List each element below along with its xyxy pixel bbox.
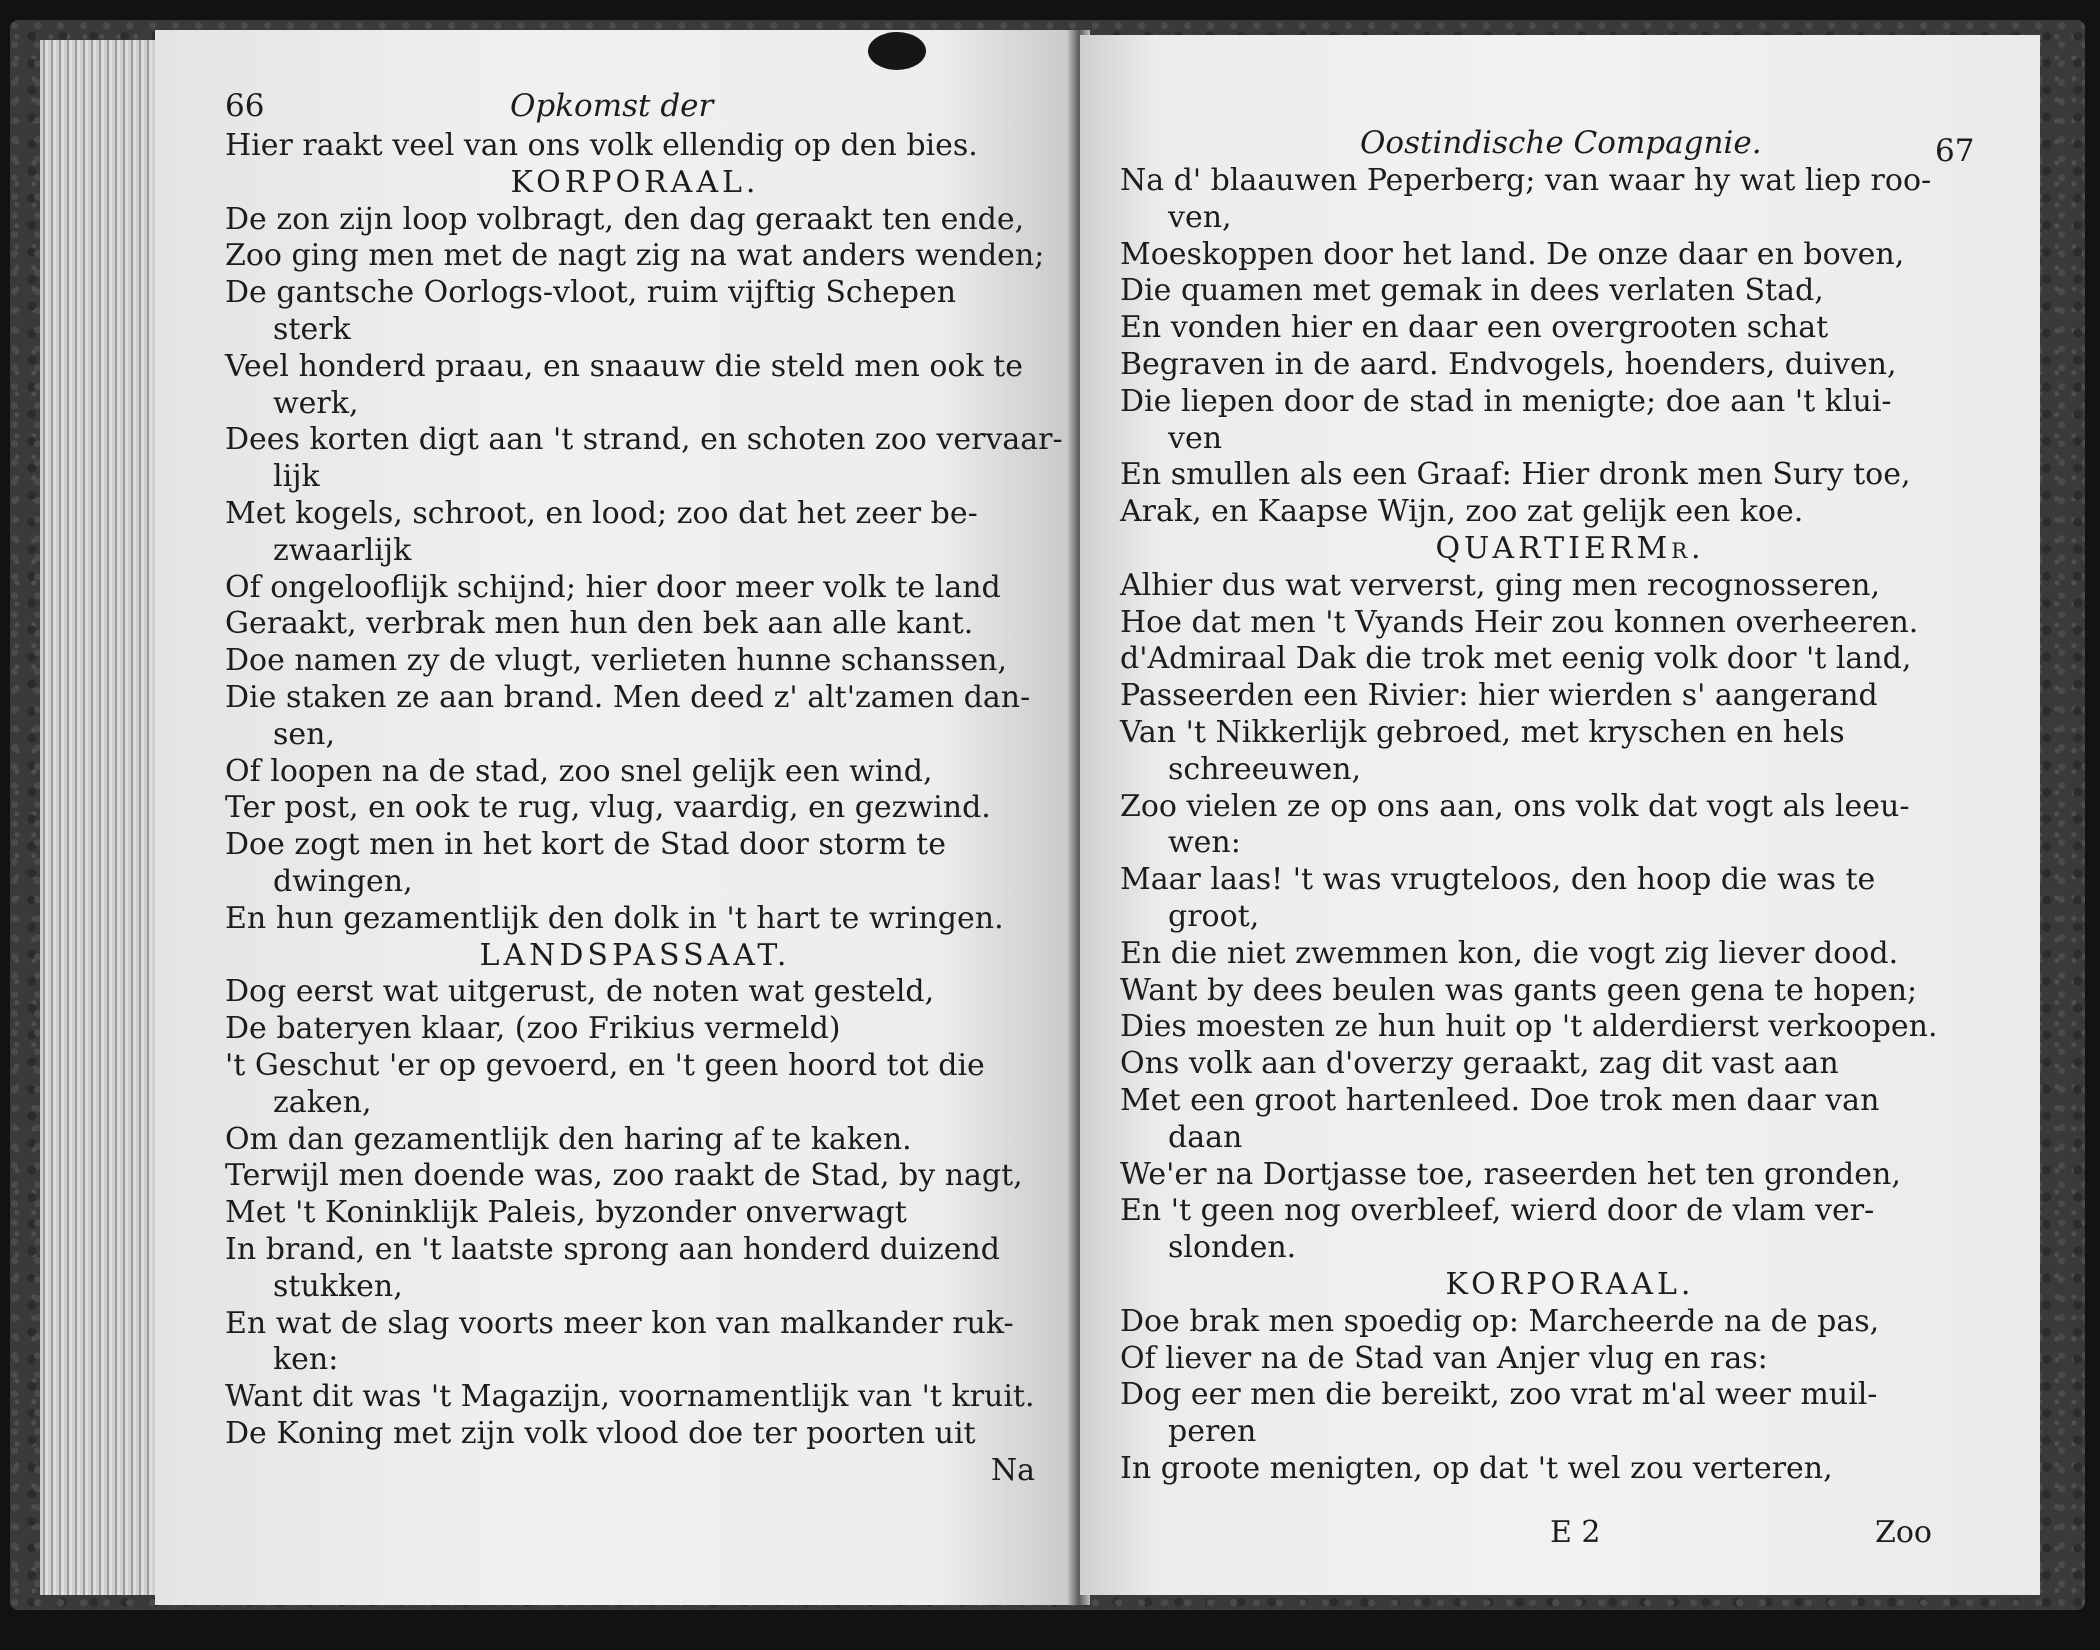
verse-line: Begraven in de aard. Endvogels, hoenders, duiven, bbox=[1120, 346, 1897, 382]
verse-line: Ter post, en ook te rug, vlug, vaardig, en gezwind. bbox=[225, 790, 991, 826]
verse-line: De bateryen klaar, (zoo Frikius vermeld) bbox=[225, 1011, 841, 1047]
verse-line: lijk bbox=[273, 459, 320, 495]
verse-line: Dog eer men die bereikt, zoo vrat m'al weer muil- bbox=[1120, 1377, 1878, 1413]
verse-line: Alhier dus wat ververst, ging men recognosseren, bbox=[1120, 567, 1880, 603]
verse-line: dwingen, bbox=[273, 863, 413, 899]
verse-line: zaken, bbox=[273, 1084, 372, 1120]
verse-line: Doe zogt men in het kort de Stad door storm te bbox=[225, 827, 946, 863]
verse-line: peren bbox=[1168, 1414, 1257, 1450]
verse-line: Dees korten digt aan 't strand, en schoten zoo vervaar- bbox=[225, 422, 1063, 458]
signature-mark: E 2 bbox=[1550, 1515, 1601, 1550]
verse-line: 't Geschut 'er op gevoerd, en 't geen hoord tot die bbox=[225, 1047, 985, 1083]
text-block bbox=[225, 128, 1063, 1489]
verse-line: schreeuwen, bbox=[1168, 751, 1361, 787]
verse-line: Geraakt, verbrak men hun den bek aan alle kant. bbox=[225, 606, 974, 642]
verse-line: daan bbox=[1168, 1119, 1243, 1155]
verse-line: Want by dees beulen was gants geen gena te hopen; bbox=[1120, 972, 1918, 1008]
page-edges bbox=[40, 40, 160, 1595]
verse-line: Passeerden een Rivier: hier wierden s' aangerand bbox=[1120, 678, 1878, 714]
verse-line: sterk bbox=[273, 311, 351, 347]
verse-line: Ons volk aan d'overzy geraakt, zag dit vast aan bbox=[1120, 1046, 1839, 1082]
page-number: 66 bbox=[225, 88, 265, 124]
catchword: Zoo bbox=[1875, 1515, 1932, 1550]
left-page bbox=[155, 30, 1075, 1605]
verse-line: Die staken ze aan brand. Men deed z' alt'zamen dan- bbox=[225, 679, 1031, 715]
verse-line: Veel honderd praau, en snaauw die steld men ook te bbox=[225, 348, 1023, 384]
verse-line: Zoo ging men met de nagt zig na wat anders wenden; bbox=[225, 238, 1045, 274]
verse-line: wen: bbox=[1168, 825, 1241, 861]
verse-line: slonden. bbox=[1168, 1230, 1297, 1266]
verse-line: En vonden hier en daar een overgrooten schat bbox=[1120, 310, 1829, 346]
verse-line: ken: bbox=[273, 1342, 339, 1378]
verse-line: Want dit was 't Magazijn, voornamentlijk van 't kruit. bbox=[225, 1379, 1035, 1415]
verse-line: Dog eerst wat uitgerust, de noten wat gesteld, bbox=[225, 974, 935, 1010]
verse-line: Terwijl men doende was, zoo raakt de Stad, by nagt, bbox=[225, 1158, 1023, 1194]
verse-line: sen, bbox=[273, 716, 336, 752]
verse-line: Doe namen zy de vlugt, verlieten hunne schanssen, bbox=[225, 643, 1008, 679]
verse-line: Hier raakt veel van ons volk ellendig op den bies. bbox=[225, 128, 978, 163]
verse-line: d'Admiraal Dak die trok met eenig volk door 't land, bbox=[1120, 641, 1912, 677]
verse-line: Met een groot hartenleed. Doe trok men daar van bbox=[1120, 1082, 1880, 1118]
verse-line: En 't geen nog overbleef, wierd door de vlam ver- bbox=[1120, 1193, 1875, 1229]
verse-line: Van 't Nikkerlijk gebroed, met kryschen en hels bbox=[1120, 714, 1845, 750]
verse-line: Met 't Koninklijk Paleis, byzonder onverwagt bbox=[225, 1195, 907, 1231]
verse-line: ven, bbox=[1168, 199, 1232, 235]
verse-line: Om dan gezamentlijk den haring af te kaken. bbox=[225, 1121, 912, 1157]
verse-line: En die niet zwemmen kon, die vogt zig liever dood. bbox=[1120, 935, 1899, 971]
verse-line: We'er na Dortjasse toe, raseerden het ten gronden, bbox=[1120, 1156, 1901, 1192]
verse-line: De zon zijn loop volbragt, den dag geraakt ten ende, bbox=[225, 201, 1025, 237]
verse-line: De Koning met zijn volk vlood doe ter poorten uit bbox=[225, 1415, 976, 1451]
page-number: 67 bbox=[1935, 133, 1975, 169]
right-page bbox=[1080, 35, 2040, 1595]
verse-line: Hoe dat men 't Vyands Heir zou konnen overheeren. bbox=[1120, 604, 1919, 640]
verse-line: Moeskoppen door het land. De onze daar en boven, bbox=[1120, 236, 1905, 272]
verse-line: werk, bbox=[273, 385, 359, 421]
verse-line: Of liever na de Stad van Anjer vlug en ras: bbox=[1120, 1340, 1768, 1376]
running-title: Opkomst der bbox=[510, 88, 714, 124]
verse-line: Arak, en Kaapse Wijn, zoo zat gelijk een koe. bbox=[1120, 494, 1804, 530]
verse-line: De gantsche Oorlogs-vloot, ruim vijftig Schepen bbox=[225, 275, 957, 311]
verse-line: Met kogels, schroot, en lood; zoo dat het zeer be- bbox=[225, 495, 978, 531]
verse-line: En smullen als een Graaf: Hier dronk men Sury toe, bbox=[1120, 457, 1911, 493]
paper-damage bbox=[868, 32, 926, 70]
verse-line: ven bbox=[1168, 420, 1223, 456]
speaker-heading: QUARTIERMr. bbox=[1435, 530, 1705, 566]
verse-line: Zoo vielen ze op ons aan, ons volk dat vogt als leeu- bbox=[1120, 788, 1910, 824]
verse-line: zwaarlijk bbox=[273, 532, 412, 568]
speaker-heading: LANDSPASSAAT. bbox=[479, 937, 791, 973]
verse-line: Na bbox=[990, 1452, 1035, 1488]
running-title: Oostindische Compagnie. bbox=[1360, 125, 1762, 161]
verse-line: Of ongelooflijk schijnd; hier door meer volk te land bbox=[225, 569, 1001, 605]
verse-line: In brand, en 't laatste sprong aan honderd duizend bbox=[225, 1231, 1000, 1267]
verse-line: Die liepen door de stad in menigte; doe aan 't klui- bbox=[1120, 383, 1892, 419]
verse-line: groot, bbox=[1168, 898, 1260, 934]
verse-line: Doe brak men spoedig op: Marcheerde na de pas, bbox=[1120, 1303, 1880, 1339]
verse-line: In groote menigten, op dat 't wel zou verteren, bbox=[1120, 1450, 1833, 1486]
verse-line: Die quamen met gemak in dees verlaten Stad, bbox=[1120, 273, 1824, 309]
verse-line: En hun gezamentlijk den dolk in 't hart te wringen. bbox=[225, 900, 1004, 936]
verse-line: Dies moesten ze hun huit op 't alderdierst verkoopen. bbox=[1120, 1009, 1938, 1045]
speaker-heading: KORPORAAL. bbox=[1445, 1266, 1695, 1302]
text-block bbox=[1120, 163, 2020, 1488]
verse-line: Maar laas! 't was vrugteloos, den hoop die was te bbox=[1120, 862, 1876, 898]
verse-line: Of loopen na de stad, zoo snel gelijk een wind, bbox=[225, 753, 933, 789]
speaker-heading: KORPORAAL. bbox=[510, 164, 760, 200]
verse-line: En wat de slag voorts meer kon van malkander ruk- bbox=[225, 1305, 1014, 1341]
verse-line: Na d' blaauwen Peperberg; van waar hy wat liep roo- bbox=[1120, 163, 1932, 198]
verse-line: stukken, bbox=[273, 1268, 403, 1304]
